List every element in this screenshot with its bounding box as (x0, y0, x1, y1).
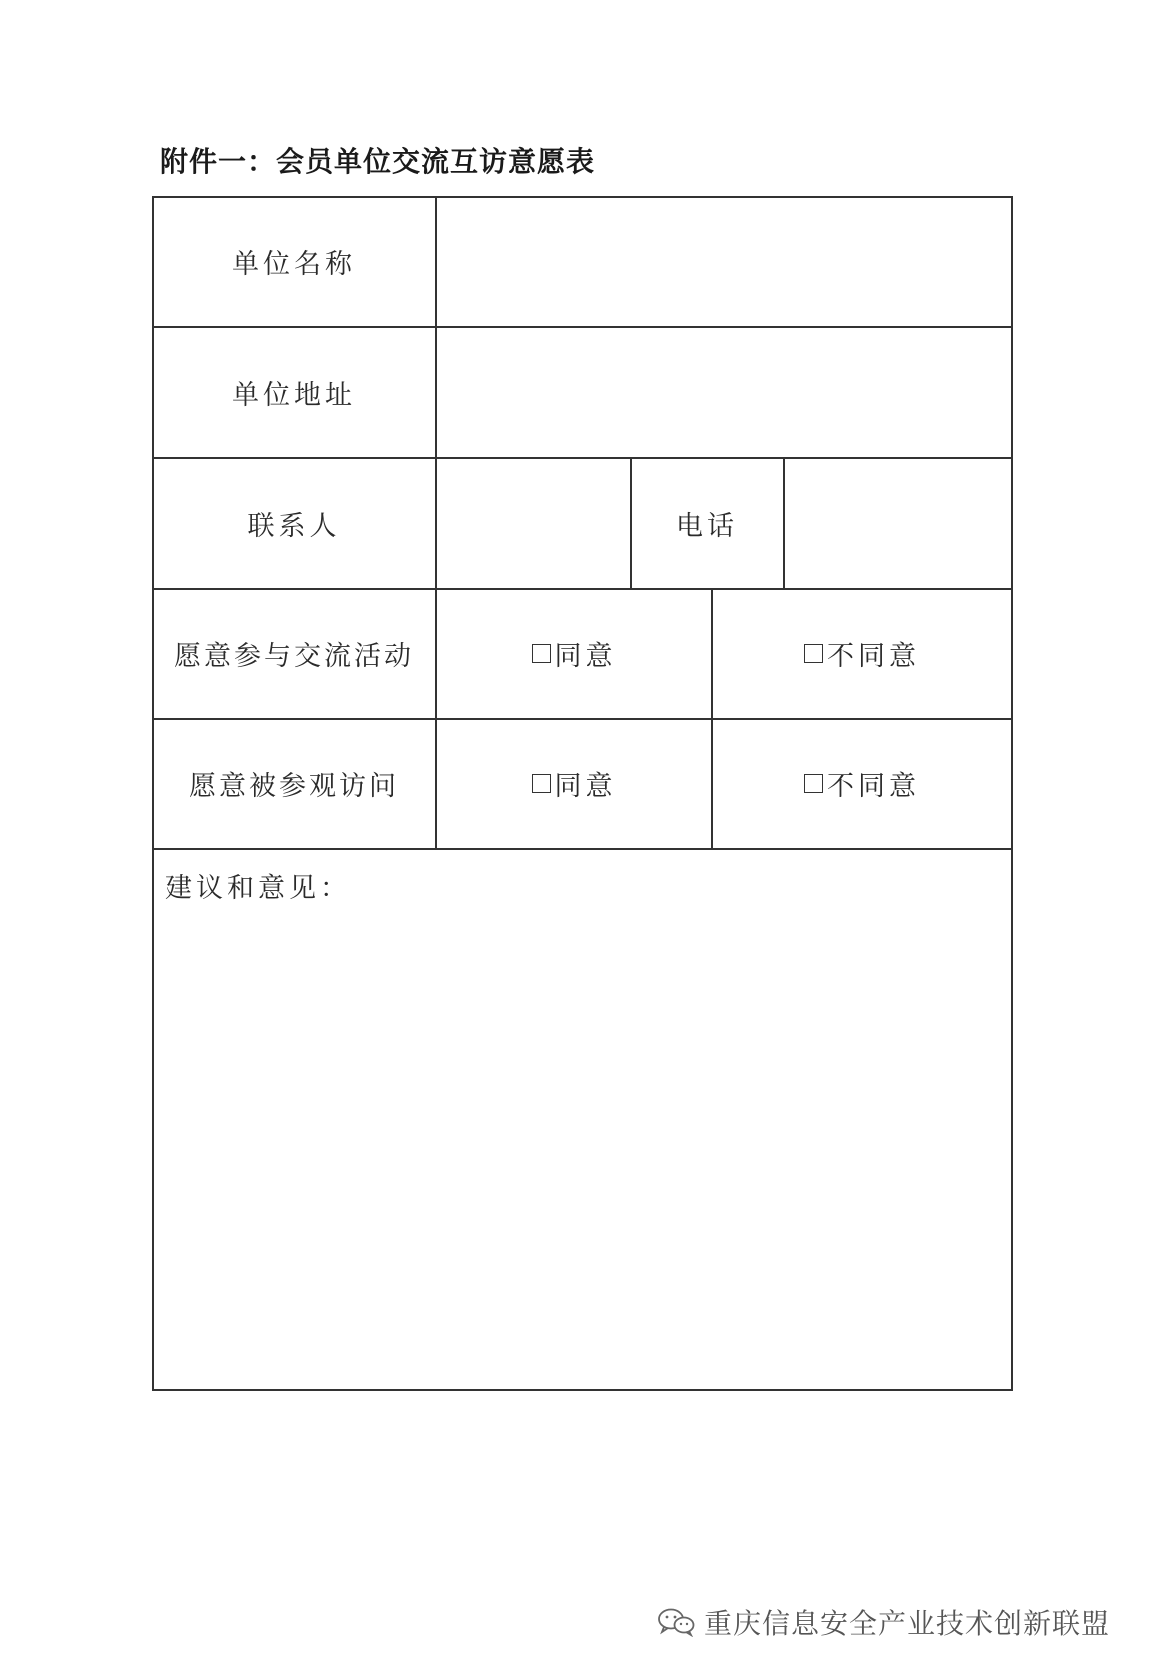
contact-field[interactable] (437, 459, 630, 588)
document-title: 附件一：会员单位交流互访意愿表 (160, 145, 596, 178)
phone-label: 电话 (676, 510, 738, 542)
phone-field[interactable] (785, 459, 1011, 588)
checkbox-icon[interactable] (532, 644, 551, 663)
activity-question-label: 愿意参与交流活动 (174, 641, 414, 672)
checkbox-icon[interactable] (804, 644, 823, 663)
agree-label: 同意 (554, 771, 617, 802)
checkbox-icon[interactable] (804, 774, 823, 793)
unit-address-label: 单位地址 (232, 379, 356, 411)
unit-name-label: 单位名称 (232, 249, 356, 280)
checkbox-icon[interactable] (532, 774, 551, 793)
visit-question-label: 愿意被参观访问 (189, 771, 399, 802)
table-border-bottom (152, 1389, 1013, 1391)
agree-label: 同意 (554, 641, 617, 672)
wechat-icon (656, 1607, 696, 1637)
footer-watermark (656, 1602, 1110, 1642)
activity-agree-option[interactable] (437, 589, 711, 718)
disagree-label: 不同意 (827, 641, 920, 672)
contact-label: 联系人 (247, 510, 341, 542)
unit-name-field[interactable] (437, 198, 1011, 326)
row-divider (152, 848, 1013, 850)
activity-disagree-option[interactable] (713, 589, 1011, 718)
visit-agree-option[interactable] (437, 719, 711, 848)
unit-address-field[interactable] (437, 328, 1011, 457)
disagree-label: 不同意 (827, 771, 920, 802)
visit-disagree-option[interactable] (713, 719, 1011, 848)
comments-label: 建议和意见： (165, 873, 351, 904)
table-border-right (1011, 196, 1013, 1390)
comments-field[interactable] (154, 910, 1010, 1388)
footer-account-name: 重庆信息安全产业技术创新联盟 (704, 1607, 1111, 1640)
